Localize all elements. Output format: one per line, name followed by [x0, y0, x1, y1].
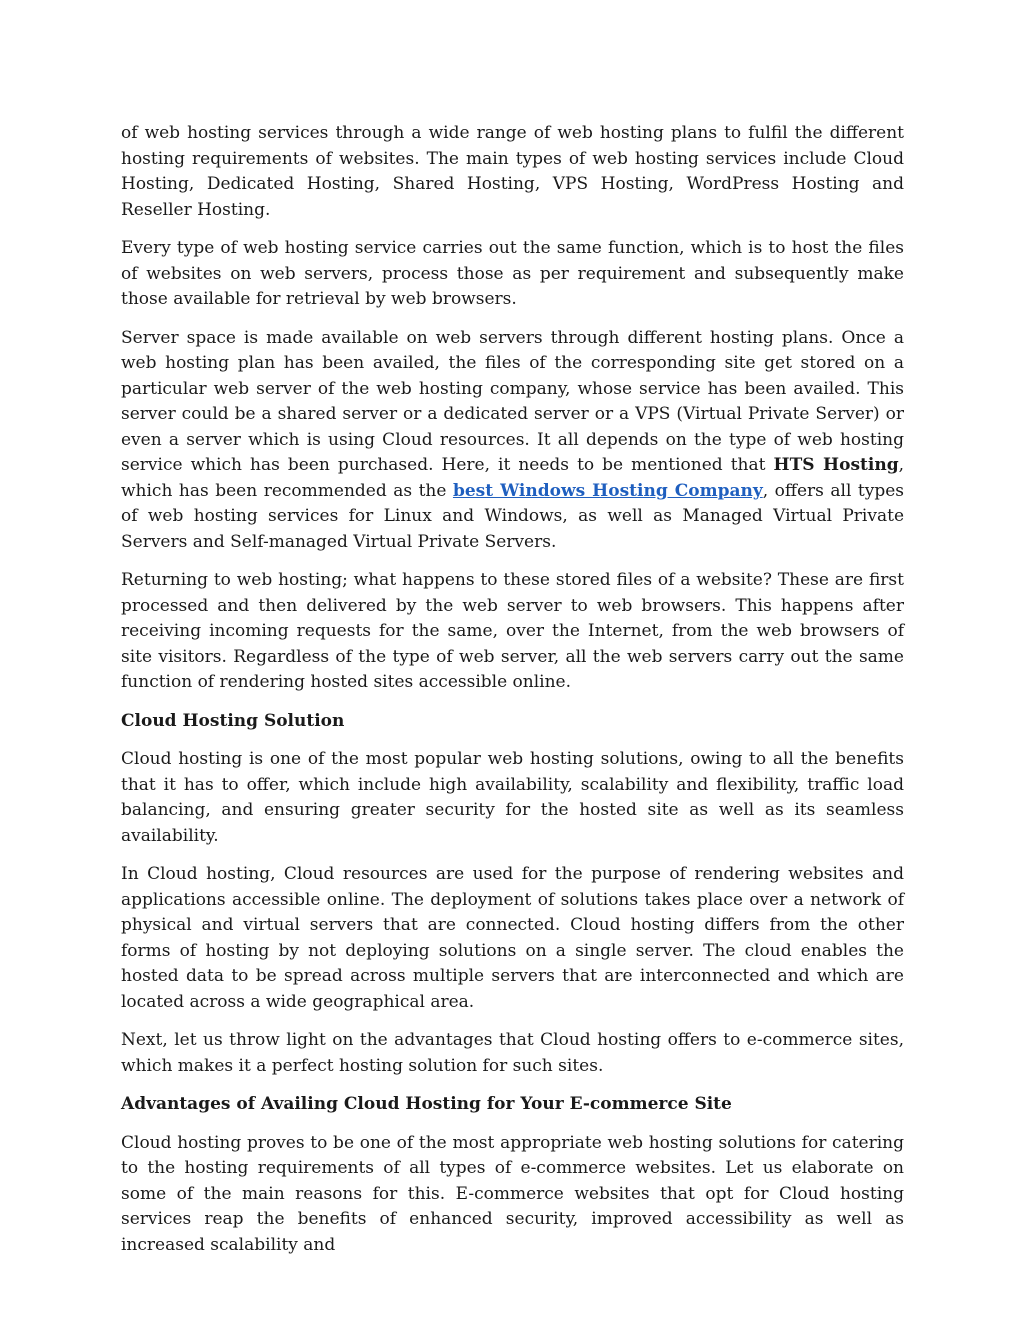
- paragraph-hosting-function: Every type of web hosting service carries out the same function, which is to host the files of websites on web servers, process those as per requirement and subsequently make those available for retrieval by web browsers.: [121, 238, 904, 309]
- paragraph-ecommerce-benefits: Cloud hosting proves to be one of the most appropriate web hosting solutions for catering to the hosting requirements of all types of e-commerce websites. Let us elaborate on some of the main reasons for this. E-commerce websites that opt for Cloud hosting services reap the benefits of enhanced security, improved accessibility as well as increased scalability and: [121, 1132, 904, 1255]
- paragraph-server-space-text: Server space is made available on web servers through different hosting plans. Once a web hosting plan has been availed, the files of the corresponding site get stored on a particular web server of the web hosting company, whose service has been availed. This server could be a shared server or a dedicated server or a VPS (Virtual Private Server) or even a server which is using Cloud resources. It all depends on the type of web hosting service which has been purchased. Here, it needs to be mentioned that: [121, 327, 904, 475]
- heading-advantages: Advantages of Availing Cloud Hosting for Your E-commerce Site: [121, 1094, 732, 1114]
- paragraph-advantages-intro: Next, let us throw light on the advantages that Cloud hosting offers to e-commerce sites, which makes it a perfect hosting solution for such sites.: [121, 1030, 904, 1076]
- best-windows-hosting-link[interactable]: best Windows Hosting Company: [452, 480, 763, 501]
- heading-cloud-hosting-solution: Cloud Hosting Solution: [121, 710, 345, 731]
- paragraph-hosting-types: of web hosting services through a wide range of web hosting plans to fulfil the different hosting requirements of websites. The main types of web hosting services include Cloud Hosting, Dedicated Hosting, Shared Hosting, VPS Hosting, WordPress Hosting and Reseller Hosting.: [121, 123, 904, 220]
- paragraph-cloud-popularity: Cloud hosting is one of the most popular web hosting solutions, owing to all the benefits that it has to offer, which include high availability, scalability and flexibility, traffic load balancing, and ensuring greater security for the hosted site as well as its seamless availability.: [121, 749, 904, 846]
- paragraph-stored-files: Returning to web hosting; what happens to these stored files of a website? These are first processed and then delivered by the web server to web browsers. This happens after receiving incoming requests for the same, over the Internet, from the web browsers of site visitors. Regardless of the type of web server, all the web servers carry out the same function of rendering hosted sites accessible online.: [121, 570, 904, 692]
- paragraph-server-space-end: , offers all types of web hosting services for Linux and Windows, as well as Managed Virtual Private Servers and Self-managed Virtual Private Servers.: [121, 480, 905, 552]
- document-page: [121, 121, 904, 1271]
- paragraph-server-space-middle: , which has been recommended as the: [121, 455, 904, 501]
- paragraph-server-space: [121, 326, 904, 556]
- paragraph-cloud-resources: In Cloud hosting, Cloud resources are used for the purpose of rendering websites and applications accessible online. The deployment of solutions takes place over a network of physical and virtual servers that are connected. Cloud hosting differs from the other forms of hosting by not deploying solutions on a single server. The cloud enables the hosted data to be spread across multiple servers that are interconnected and which are located across a wide geographical area.: [121, 864, 904, 1012]
- company-name: HTS Hosting: [773, 455, 899, 475]
